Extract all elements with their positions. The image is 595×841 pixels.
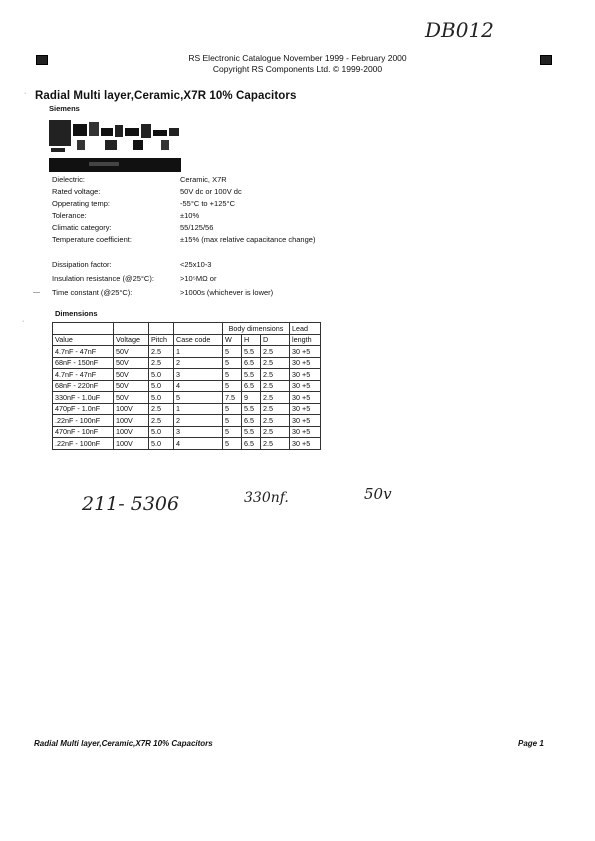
table-cell: 50V xyxy=(114,357,149,369)
table-cell: 4 xyxy=(174,438,223,450)
table-cell: 5.5 xyxy=(242,426,261,438)
table-row xyxy=(53,346,321,358)
column-header: H xyxy=(242,334,261,346)
table-cell: 5.5 xyxy=(242,369,261,381)
table-cell: 68nF - 150nF xyxy=(53,357,114,369)
handwritten-capacitance: 330nf. xyxy=(244,490,289,506)
table-cell: 30 +5 xyxy=(290,357,321,369)
dimensions-heading: Dimensions xyxy=(55,309,98,318)
table-cell: 9 xyxy=(242,392,261,404)
spec-label: Rated voltage: xyxy=(52,187,101,196)
table-cell: .22nF - 100nF xyxy=(53,438,114,450)
dimensions-table xyxy=(52,322,321,450)
table-cell: .22nF - 100nF xyxy=(53,415,114,427)
table-cell: 3 xyxy=(174,426,223,438)
table-row xyxy=(53,426,321,438)
table-cell: 5 xyxy=(223,426,242,438)
table-cell: 2.5 xyxy=(261,438,290,450)
body-dimensions-header: Body dimensions xyxy=(223,323,290,335)
table-cell: 5 xyxy=(174,392,223,404)
table-cell: 1 xyxy=(174,346,223,358)
spec-value: <25x10-3 xyxy=(180,260,212,269)
table-row xyxy=(53,403,321,415)
table-cell: 30 +5 xyxy=(290,426,321,438)
spec-value: 50V dc or 100V dc xyxy=(180,187,242,196)
table-cell: 100V xyxy=(114,403,149,415)
margin-tick: · xyxy=(22,318,25,325)
table-cell: 3 xyxy=(174,369,223,381)
spec-row-insulation-resistance xyxy=(52,274,352,288)
table-row xyxy=(53,415,321,427)
table-cell: 2.5 xyxy=(149,357,174,369)
spec-value: 55/125/56 xyxy=(180,223,214,232)
column-header: Value xyxy=(53,334,114,346)
table-cell: 30 +5 xyxy=(290,403,321,415)
table-cell: 100V xyxy=(114,426,149,438)
column-header: W xyxy=(223,334,242,346)
footer-page-number: Page 1 xyxy=(518,739,544,748)
table-row xyxy=(53,357,321,369)
table-cell: 2.5 xyxy=(261,426,290,438)
margin-tick: · xyxy=(24,90,27,97)
table-cell: 5 xyxy=(223,357,242,369)
table-cell: 5 xyxy=(223,403,242,415)
table-cell: 2.5 xyxy=(261,403,290,415)
table-cell: 30 +5 xyxy=(290,392,321,404)
table-cell: 50V xyxy=(114,369,149,381)
table-cell: 5 xyxy=(223,438,242,450)
table-cell: 2.5 xyxy=(149,415,174,427)
column-header: Voltage xyxy=(114,334,149,346)
table-cell: 5 xyxy=(223,346,242,358)
spec-row-dielectric xyxy=(52,175,352,187)
table-row xyxy=(53,438,321,450)
header-copyright-line: Copyright RS Components Ltd. © 1999-2000 xyxy=(212,64,383,74)
table-cell: 470nF - 10nF xyxy=(53,426,114,438)
handwritten-voltage: 50v xyxy=(364,485,392,503)
table-cell: 6.5 xyxy=(242,380,261,392)
table-cell: 2.5 xyxy=(261,346,290,358)
table-cell: 2.5 xyxy=(261,415,290,427)
spec-value: >1000s (whichever is lower) xyxy=(180,288,274,297)
table-cell: 50V xyxy=(114,346,149,358)
table-cell: 4.7nF - 47nF xyxy=(53,346,114,358)
column-header: Pitch xyxy=(149,334,174,346)
spec-row-temperature-coefficient xyxy=(52,235,352,258)
table-cell: 30 +5 xyxy=(290,380,321,392)
table-cell: 5.0 xyxy=(149,369,174,381)
table-cell: 5 xyxy=(223,369,242,381)
spec-row-tolerance xyxy=(52,211,352,223)
table-cell: 100V xyxy=(114,415,149,427)
header-catalogue-line: RS Electronic Catalogue November 1999 - February 2000 xyxy=(188,53,407,63)
table-row xyxy=(53,369,321,381)
table-cell: 68nF - 220nF xyxy=(53,380,114,392)
spec-row-operating-temp xyxy=(52,199,352,211)
spec-label: Tolerance: xyxy=(52,211,87,220)
table-cell: 2 xyxy=(174,415,223,427)
table-cell xyxy=(53,323,114,335)
footer-title: Radial Multi layer,Ceramic,X7R 10% Capacitors xyxy=(34,739,213,748)
column-header: Case code xyxy=(174,334,223,346)
table-cell: 5 xyxy=(223,415,242,427)
table-cell: 2.5 xyxy=(261,369,290,381)
table-cell: 2.5 xyxy=(261,357,290,369)
manufacturer-label: Siemens xyxy=(49,104,80,113)
product-photo-image xyxy=(49,116,181,174)
table-cell: 2.5 xyxy=(149,403,174,415)
table-cell: 50V xyxy=(114,380,149,392)
margin-tick: — xyxy=(33,289,40,296)
table-cell: 5.5 xyxy=(242,346,261,358)
table-cell xyxy=(149,323,174,335)
table-cell: 7.5 xyxy=(223,392,242,404)
spec-value: ±10% xyxy=(180,211,200,220)
column-header: length xyxy=(290,334,321,346)
table-cell: 5.5 xyxy=(242,403,261,415)
table-cell: 4 xyxy=(174,380,223,392)
table-cell: 330nF - 1.0uF xyxy=(53,392,114,404)
table-cell: 30 +5 xyxy=(290,369,321,381)
table-cell: 1 xyxy=(174,403,223,415)
table-cell: 2.5 xyxy=(261,380,290,392)
spec-label: Dielectric: xyxy=(52,175,85,184)
column-header: D xyxy=(261,334,290,346)
spec-value: Ceramic, X7R xyxy=(180,175,227,184)
table-cell: 50V xyxy=(114,392,149,404)
spec-row-climatic-category xyxy=(52,223,352,235)
table-row xyxy=(53,380,321,392)
table-cell: 4.7nF - 47nF xyxy=(53,369,114,381)
spec-value: -55°C to +125°C xyxy=(180,199,235,208)
table-cell: 6.5 xyxy=(242,438,261,450)
spec-row-dissipation-factor xyxy=(52,258,352,274)
spec-value: ±15% (max relative capacitance change) xyxy=(180,235,316,244)
specifications-list xyxy=(52,175,352,300)
table-cell: 2.5 xyxy=(261,392,290,404)
spec-label: Time constant (@25°C): xyxy=(52,288,133,297)
table-cell: 470pF - 1.0nF xyxy=(53,403,114,415)
table-cell: 5.0 xyxy=(149,392,174,404)
spec-value: >10⁵MΩ or xyxy=(180,274,217,283)
page-title: Radial Multi layer,Ceramic,X7R 10% Capacitors xyxy=(35,90,297,102)
table-row xyxy=(53,392,321,404)
table-cell: 30 +5 xyxy=(290,346,321,358)
spec-row-time-constant xyxy=(52,288,352,300)
lead-header: Lead xyxy=(290,323,321,335)
table-cell: 5.0 xyxy=(149,380,174,392)
table-header-row xyxy=(53,334,321,346)
table-cell: 5.0 xyxy=(149,438,174,450)
table-cell: 6.5 xyxy=(242,415,261,427)
table-cell: 5 xyxy=(223,380,242,392)
handwritten-part-number: 211- 5306 xyxy=(82,493,180,515)
table-group-header-row xyxy=(53,323,321,335)
table-cell: 30 +5 xyxy=(290,415,321,427)
table-cell xyxy=(114,323,149,335)
table-cell: 30 +5 xyxy=(290,438,321,450)
spec-label: Dissipation factor: xyxy=(52,260,112,269)
table-cell: 2 xyxy=(174,357,223,369)
spec-label: Opperating temp: xyxy=(52,199,110,208)
table-cell xyxy=(174,323,223,335)
table-cell: 2.5 xyxy=(149,346,174,358)
table-cell: 100V xyxy=(114,438,149,450)
spec-row-rated-voltage xyxy=(52,187,352,199)
table-cell: 5.0 xyxy=(149,426,174,438)
spec-label: Climatic category: xyxy=(52,223,112,232)
table-cell: 6.5 xyxy=(242,357,261,369)
spec-label: Insulation resistance (@25°C): xyxy=(52,274,154,283)
handwritten-document-code: DB012 xyxy=(425,18,494,42)
spec-label: Temperature coefficient: xyxy=(52,235,132,244)
